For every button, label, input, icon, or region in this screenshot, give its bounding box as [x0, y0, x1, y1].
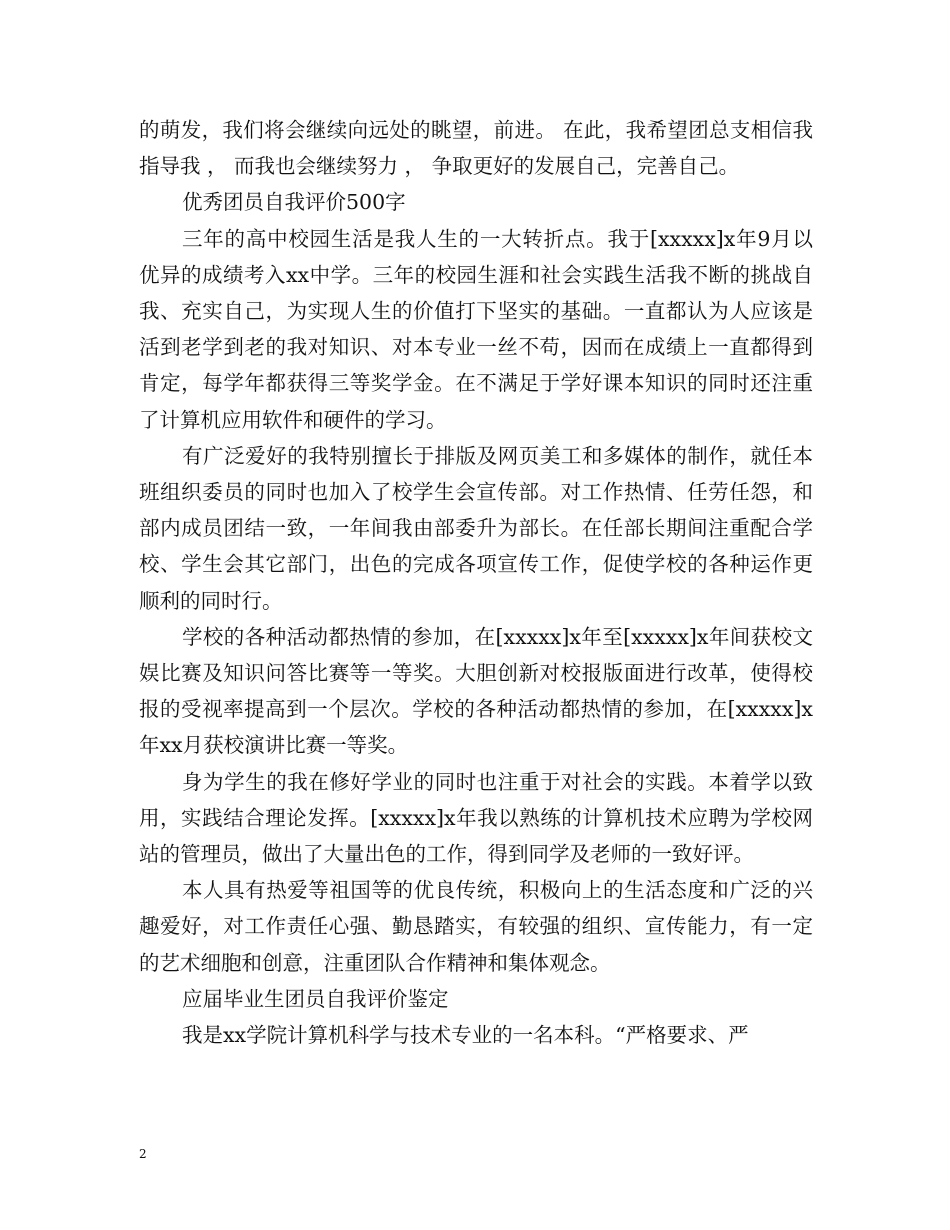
paragraph-activities-awards: 学校的各种活动都热情的参加，在[xxxxx]x年至[xxxxx]x年间获校文娱比赛及知识问答比赛等一等奖。大胆创新对校报版面进行改革，使得校报的受视率提高到一个层次。学校的各种活动都热情的参加，在[xxxxx]x年xx月获校演讲比赛一等奖。: [139, 624, 813, 758]
paragraph-personal-qualities: 本人具有热爱等祖国等的优良传统，积极向上的生活态度和广泛的兴趣爱好，对工作责任心强、勤恳踏实，有较强的组织、宣传能力，有一定的艺术细胞和创意，注重团队合作精神和集体观念。: [139, 878, 813, 975]
page-number: 2: [139, 1147, 147, 1161]
section-heading-graduate-evaluation: 应届毕业生团员自我评价鉴定: [182, 986, 449, 1011]
section-heading-excellent-member: 优秀团员自我评价500字: [182, 190, 406, 215]
document-body: [139, 112, 813, 1053]
paragraph-social-practice: 身为学生的我在修好学业的同时也注重于对社会的实践。本着学以致用，实践结合理论发挥。[xxxxx]x年我以熟练的计算机技术应聘为学校网站的管理员，做出了大量出色的工作，得到同学及老师的一致好评。: [139, 769, 813, 867]
paragraph-continuation: 的萌发，我们将会继续向远处的眺望，前进。 在此，我希望团总支相信我指导我 ， 而我也会继续努力 ， 争取更好的发展自己，完善自己。: [139, 118, 813, 179]
paragraph-graduate-intro: 我是xx学院计算机科学与技术专业的一名本科。“严格要求、严: [182, 1023, 749, 1048]
paragraph-high-school-life: 三年的高中校园生活是我人生的一大转折点。我于[xxxxx]x年9月以优异的成绩考入xx中学。三年的校园生涯和社会实践生活我不断的挑战自我、充实自己，为实现人生的价值打下坚实的基础。一直都认为人应该是活到老学到老的我对知识、对本专业一丝不苟，因而在成绩上一直都得到肯定，每学年都获得三等奖学金。在不满足于学好课本知识的同时还注重了计算机应用软件和硬件的学习。: [139, 226, 813, 432]
paragraph-hobbies-and-work: 有广泛爱好的我特别擅长于排版及网页美工和多媒体的制作，就任本班组织委员的同时也加入了校学生会宣传部。对工作热情、任劳任怨，和部内成员团结一致，一年间我由部委升为部长。在任部长期间注重配合学校、学生会其它部门，出色的完成各项宣传工作，促使学校的各种运作更顺利的同时行。: [139, 443, 813, 613]
